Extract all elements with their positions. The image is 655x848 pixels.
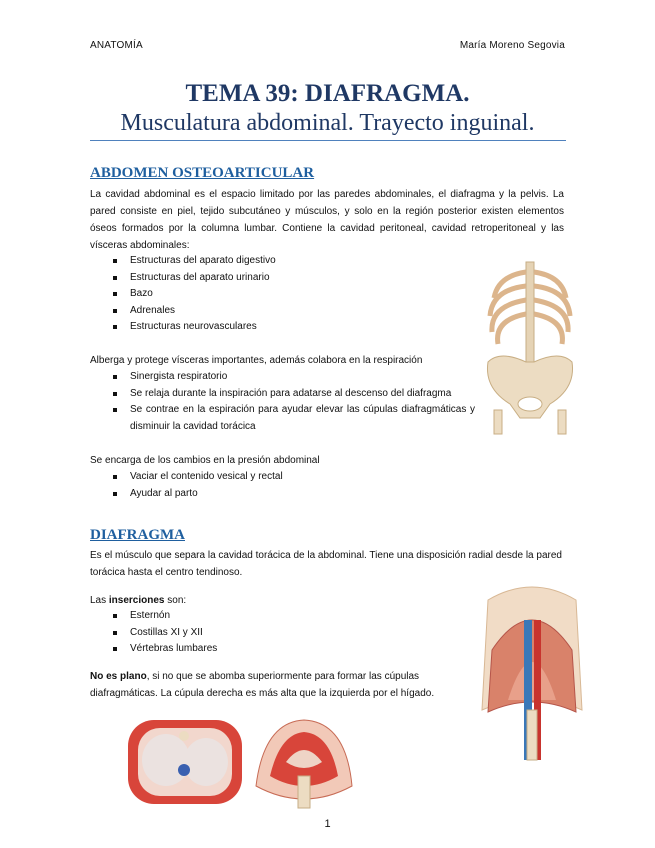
list-item: Se relaja durante la inspiración para adatarse al descenso del diafragma xyxy=(110,386,475,403)
abdomen-intro: La cavidad abdominal es el espacio limitado por las paredes abdominales, el diafragma y la pelvis. La pared consiste en piel, tejido subcutáneo y músculos, y solo en la región posterior existen elementos óseos formados por la columna lumbar. Contiene la cavidad peritoneal, cavidad retroperitoneal y las vísceras abdominales: xyxy=(90,189,564,251)
presion-text: Se encarga de los cambios en la presión abdominal xyxy=(90,455,320,466)
list-item: Sinergista respiratorio xyxy=(110,369,475,386)
page-title: TEMA 39: DIAFRAGMA. xyxy=(185,80,470,107)
header-left: ANATOMÍA xyxy=(90,40,143,51)
visceras-list xyxy=(110,253,276,336)
protege-text: Alberga y protege vísceras importantes, además colabora en la respiración xyxy=(90,355,423,366)
list-item: Ayudar al parto xyxy=(110,486,283,503)
list-item: Bazo xyxy=(110,286,276,303)
list-item: Adrenales xyxy=(110,303,276,320)
header-right: María Moreno Segovia xyxy=(459,40,565,51)
list-item: Se contrae en la espiración para ayudar elevar las cúpulas diafragmáticas y disminuir la cavidad torácica xyxy=(110,402,475,435)
diafragma-intro: Es el músculo que separa la cavidad torácica de la abdominal. Tiene una disposición radial desde la pared torácica hasta el centro tendinoso. xyxy=(90,550,562,578)
page-number: 1 xyxy=(324,818,331,830)
list-item: Vaciar el contenido vesical y rectal xyxy=(110,469,283,486)
section-heading-abdomen: ABDOMEN OSTEOARTICULAR xyxy=(90,165,315,181)
list-item: Estructuras neurovasculares xyxy=(110,319,276,336)
title-divider xyxy=(90,140,566,141)
inserciones-text: Las inserciones son: xyxy=(90,595,187,606)
page-subtitle: Musculatura abdominal. Trayecto inguinal. xyxy=(120,110,535,136)
list-item: Estructuras del aparato urinario xyxy=(110,270,276,287)
diaphragm-dome-image xyxy=(250,716,356,814)
presion-list xyxy=(110,469,283,502)
diaphragm-frontal-image xyxy=(478,580,586,764)
list-item: Costillas XI y XII xyxy=(110,625,217,642)
section-heading-diafragma: DIAFRAGMA xyxy=(90,527,185,543)
no-plano-text: No es plano, si no que se abomba superiormente para formar las cúpulas diafragmáticas. La cúpula derecha es más alta que la izquierda por el hígado. xyxy=(90,671,435,699)
list-item: Esternón xyxy=(110,608,217,625)
list-item: Estructuras del aparato digestivo xyxy=(110,253,276,270)
respiracion-list xyxy=(110,369,475,435)
diaphragm-section-image xyxy=(126,716,244,808)
ribcage-pelvis-image xyxy=(480,258,580,436)
list-item: Vértebras lumbares xyxy=(110,641,217,658)
inserciones-list xyxy=(110,608,217,658)
